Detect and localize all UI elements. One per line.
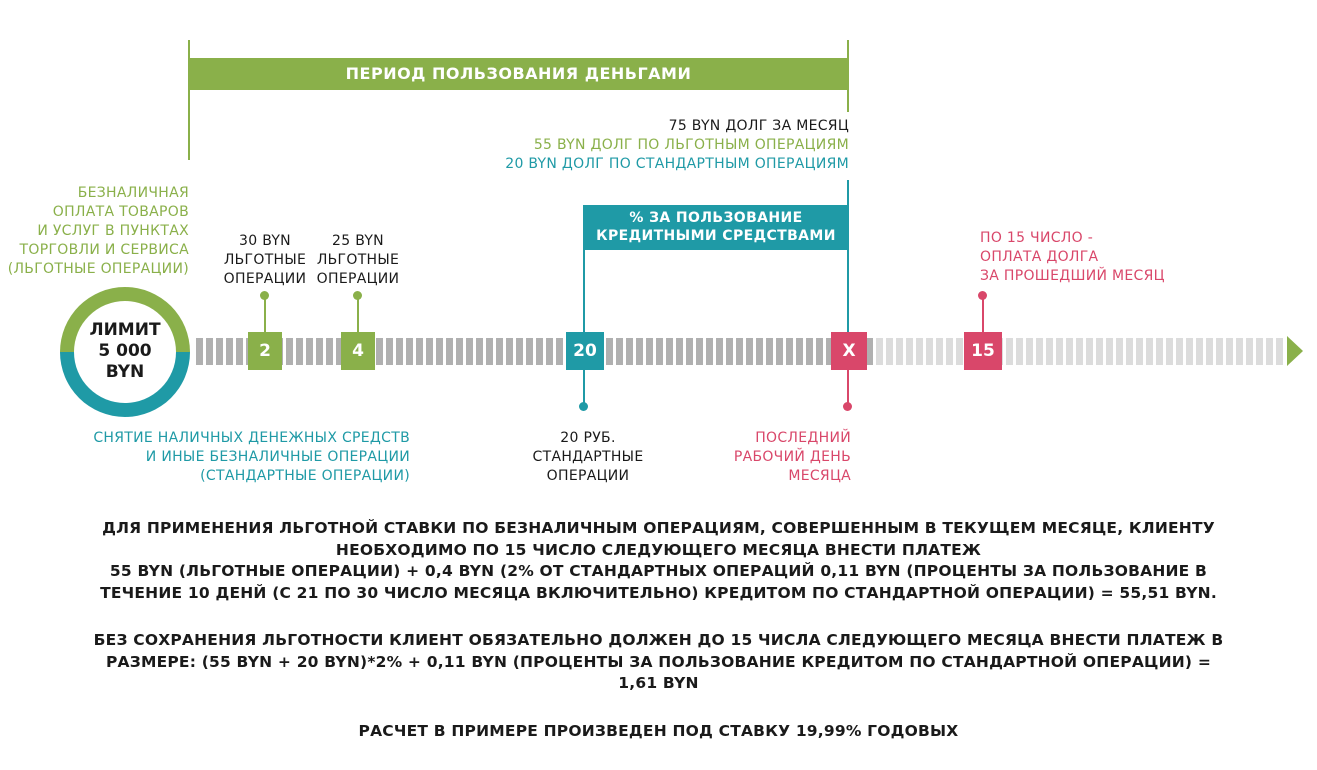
- marker-label-line: МЕСЯЦА: [788, 468, 851, 484]
- track-dash: [206, 338, 213, 365]
- track-dash: [666, 338, 673, 365]
- marker-15-label: [980, 229, 1165, 286]
- track-dash: [726, 338, 733, 365]
- track-dash: [1256, 338, 1263, 365]
- marker-label-line: ПОСЛЕДНИЙ: [755, 430, 851, 446]
- track-dash: [796, 338, 803, 365]
- track-dash: [396, 338, 403, 365]
- marker-4-stem: [357, 295, 359, 332]
- marker-20-label: [518, 429, 658, 486]
- marker-label-line: ОПЛАТА ДОЛГА: [980, 249, 1099, 265]
- track-dash: [616, 338, 623, 365]
- track-dash: [776, 338, 783, 365]
- track-dash: [896, 338, 903, 365]
- track-dash: [1226, 338, 1233, 365]
- track-dash: [426, 338, 433, 365]
- marker-2-label: [212, 232, 318, 289]
- track-dash: [716, 338, 723, 365]
- track-dash: [1006, 338, 1013, 365]
- track-dash: [516, 338, 523, 365]
- track-dash: [886, 338, 893, 365]
- track-dash: [1086, 338, 1093, 365]
- period-banner: ПЕРИОД ПОЛЬЗОВАНИЯ ДЕНЬГАМИ: [188, 58, 849, 90]
- track-dash: [766, 338, 773, 365]
- marker-2: 2: [248, 332, 282, 370]
- track-dash: [1126, 338, 1133, 365]
- track-dash: [956, 338, 963, 365]
- track-dash: [1216, 338, 1223, 365]
- track-dash: [736, 338, 743, 365]
- track-dash: [1276, 338, 1283, 365]
- timeline-arrow-icon: [1287, 336, 1303, 366]
- track-dash: [816, 338, 823, 365]
- bottom-line: НЕОБХОДИМО ПО 15 ЧИСЛО СЛЕДУЮЩЕГО МЕСЯЦА ВНЕСТИ ПЛАТЕЖ: [335, 540, 982, 559]
- marker-2-stem: [264, 295, 266, 332]
- marker-label-line: ПО 15 ЧИСЛО -: [980, 230, 1094, 246]
- track-dash: [1116, 338, 1123, 365]
- track-dash: [416, 338, 423, 365]
- track-dash: [556, 338, 563, 365]
- marker-label-line: ОПЕРАЦИИ: [316, 271, 400, 287]
- track-dash: [746, 338, 753, 365]
- cashless-line: И УСЛУГ В ПУНКТАХ: [37, 223, 189, 239]
- track-dash: [1266, 338, 1273, 365]
- track-dash: [286, 338, 293, 365]
- track-dash: [1176, 338, 1183, 365]
- track-dash: [326, 338, 333, 365]
- cash-line: (СТАНДАРТНЫЕ ОПЕРАЦИИ): [200, 468, 410, 484]
- bottom-paragraph-3: РАСЧЕТ В ПРИМЕРЕ ПРОИЗВЕДЕН ПОД СТАВКУ 19,99% ГОДОВЫХ: [358, 722, 959, 740]
- track-dash: [1206, 338, 1213, 365]
- track-dash: [1096, 338, 1103, 365]
- track-dash: [436, 338, 443, 365]
- track-dash: [446, 338, 453, 365]
- track-dash: [1026, 338, 1033, 365]
- limit-currency: BYN: [105, 362, 145, 382]
- track-dash: [406, 338, 413, 365]
- track-dash: [316, 338, 323, 365]
- marker-20-stem: [583, 370, 585, 406]
- marker-label-line: ЗА ПРОШЕДШИЙ МЕСЯЦ: [980, 268, 1165, 284]
- bottom-line: 1,61 BYN: [618, 674, 699, 692]
- marker-label-line: 20 РУБ.: [560, 430, 616, 446]
- debt-total: 75 BYN ДОЛГ ЗА МЕСЯЦ: [668, 118, 849, 134]
- track-dash: [536, 338, 543, 365]
- track-dash: [376, 338, 383, 365]
- cash-line: СНЯТИЕ НАЛИЧНЫХ ДЕНЕЖНЫХ СРЕДСТВ: [93, 430, 410, 446]
- debt-standard: 20 BYN ДОЛГ ПО СТАНДАРТНЫМ ОПЕРАЦИЯМ: [505, 156, 849, 172]
- marker-label-line: ОПЕРАЦИИ: [546, 468, 630, 484]
- track-dash: [906, 338, 913, 365]
- track-dash: [946, 338, 953, 365]
- track-dash: [1136, 338, 1143, 365]
- track-dash: [936, 338, 943, 365]
- track-dash: [876, 338, 883, 365]
- bottom-line: ТЕЧЕНИЕ 10 ДЕНЙ (С 21 ПО 30 ЧИСЛО МЕСЯЦА ВКЛЮЧИТЕЛЬНО) КРЕДИТОМ ПО СТАНДАРТНОЙ ОПЕРАЦИИ) = 55,51 BYN.: [100, 583, 1217, 602]
- track-dash: [606, 338, 613, 365]
- track-dash: [486, 338, 493, 365]
- track-dash: [806, 338, 813, 365]
- track-dash: [1196, 338, 1203, 365]
- track-dash: [656, 338, 663, 365]
- limit-title: ЛИМИТ: [89, 320, 161, 340]
- track-dash: [1246, 338, 1253, 365]
- track-dash: [546, 338, 553, 365]
- cashless-line: (ЛЬГОТНЫЕ ОПЕРАЦИИ): [7, 261, 189, 277]
- cashless-line: ТОРГОВЛИ И СЕРВИСА: [19, 242, 189, 258]
- track-dash: [1236, 338, 1243, 365]
- track-dash: [1106, 338, 1113, 365]
- marker-label-line: 30 BYN: [239, 233, 291, 249]
- track-dash: [196, 338, 203, 365]
- cash-label: [93, 429, 410, 486]
- track-dash: [1066, 338, 1073, 365]
- track-dash: [756, 338, 763, 365]
- track-dash: [386, 338, 393, 365]
- track-dash: [1146, 338, 1153, 365]
- track-dash: [236, 338, 243, 365]
- track-dash: [1016, 338, 1023, 365]
- track-dash: [926, 338, 933, 365]
- track-dash: [226, 338, 233, 365]
- track-dash: [1186, 338, 1193, 365]
- marker-4-label: [305, 232, 411, 289]
- debt-preferential: 55 BYN ДОЛГ ПО ЛЬГОТНЫМ ОПЕРАЦИЯМ: [533, 137, 849, 153]
- bottom-line: РАЗМЕРЕ: (55 BYN + 20 BYN)*2% + 0,11 BYN (ПРОЦЕНТЫ ЗА ПОЛЬЗОВАНИЕ КРЕДИТОМ ПО СТАНДАРТНОЙ ОПЕРАЦИИ) =: [105, 652, 1212, 671]
- track-dash: [646, 338, 653, 365]
- bottom-line: 55 BYN (ЛЬГОТНЫЕ ОПЕРАЦИИ) + 0,4 BYN (2% ОТ СТАНДАРТНЫХ ОПЕРАЦИЙ 0,11 BYN (ПРОЦЕНТЫ ЗА ПОЛЬЗОВАНИЕ В: [109, 562, 1208, 580]
- track-dash: [636, 338, 643, 365]
- marker-20-dot: [579, 402, 588, 411]
- bottom-paragraph-1: [40, 518, 1277, 604]
- bottom-line: БЕЗ СОХРАНЕНИЯ ЛЬГОТНОСТИ КЛИЕНТ ОБЯЗАТЕЛЬНО ДОЛЖЕН ДО 15 ЧИСЛА СЛЕДУЮЩЕГО МЕСЯЦА ВНЕСТИ ПЛАТЕЖ В: [93, 631, 1224, 649]
- cash-line: И ИНЫЕ БЕЗНАЛИЧНЫЕ ОПЕРАЦИИ: [145, 449, 410, 465]
- marker-x-stem: [847, 370, 849, 406]
- track-dash: [216, 338, 223, 365]
- track-dash: [696, 338, 703, 365]
- track-dash: [1036, 338, 1043, 365]
- marker-15-stem: [982, 295, 984, 332]
- interest-banner-line1: % ЗА ПОЛЬЗОВАНИЕ: [629, 210, 803, 226]
- marker-label-line: ЛЬГОТНЫЕ: [316, 252, 400, 268]
- marker-label-line: РАБОЧИЙ ДЕНЬ: [733, 449, 851, 465]
- track-dash: [706, 338, 713, 365]
- track-dash: [1076, 338, 1083, 365]
- track-dash: [306, 338, 313, 365]
- marker-x-label: [734, 429, 851, 486]
- marker-label-line: СТАНДАРТНЫЕ: [532, 449, 644, 465]
- marker-x: X: [831, 332, 867, 370]
- track-dash: [866, 338, 873, 365]
- track-dash: [786, 338, 793, 365]
- track-dash: [626, 338, 633, 365]
- track-dash: [686, 338, 693, 365]
- track-dash: [676, 338, 683, 365]
- cashless-line: ОПЛАТА ТОВАРОВ: [52, 204, 189, 220]
- track-dash: [916, 338, 923, 365]
- marker-label-line: ОПЕРАЦИИ: [223, 271, 307, 287]
- marker-label-line: 25 BYN: [332, 233, 384, 249]
- track-dash: [1056, 338, 1063, 365]
- marker-15: 15: [964, 332, 1002, 370]
- track-dash: [456, 338, 463, 365]
- limit-amount: 5 000: [98, 341, 152, 361]
- track-dash: [476, 338, 483, 365]
- track-dash: [506, 338, 513, 365]
- track-dash: [526, 338, 533, 365]
- bottom-line: ДЛЯ ПРИМЕНЕНИЯ ЛЬГОТНОЙ СТАВКИ ПО БЕЗНАЛИЧНЫМ ОПЕРАЦИЯМ, СОВЕРШЕННЫМ В ТЕКУЩЕМ МЕСЯЦЕ, КЛИЕНТУ: [102, 519, 1215, 537]
- track-dash: [1156, 338, 1163, 365]
- track-dash: [1166, 338, 1173, 365]
- marker-label-line: ЛЬГОТНЫЕ: [223, 252, 307, 268]
- limit-circle: [60, 287, 190, 417]
- track-dash: [1046, 338, 1053, 365]
- cashless-line: БЕЗНАЛИЧНАЯ: [77, 185, 189, 201]
- marker-x-dot: [843, 402, 852, 411]
- bottom-paragraph-2: [40, 630, 1277, 695]
- marker-20: 20: [566, 332, 604, 370]
- track-dash: [496, 338, 503, 365]
- track-dash: [466, 338, 473, 365]
- interest-banner-line2: КРЕДИТНЫМИ СРЕДСТВАМИ: [596, 228, 836, 244]
- track-dash: [296, 338, 303, 365]
- marker-4: 4: [341, 332, 375, 370]
